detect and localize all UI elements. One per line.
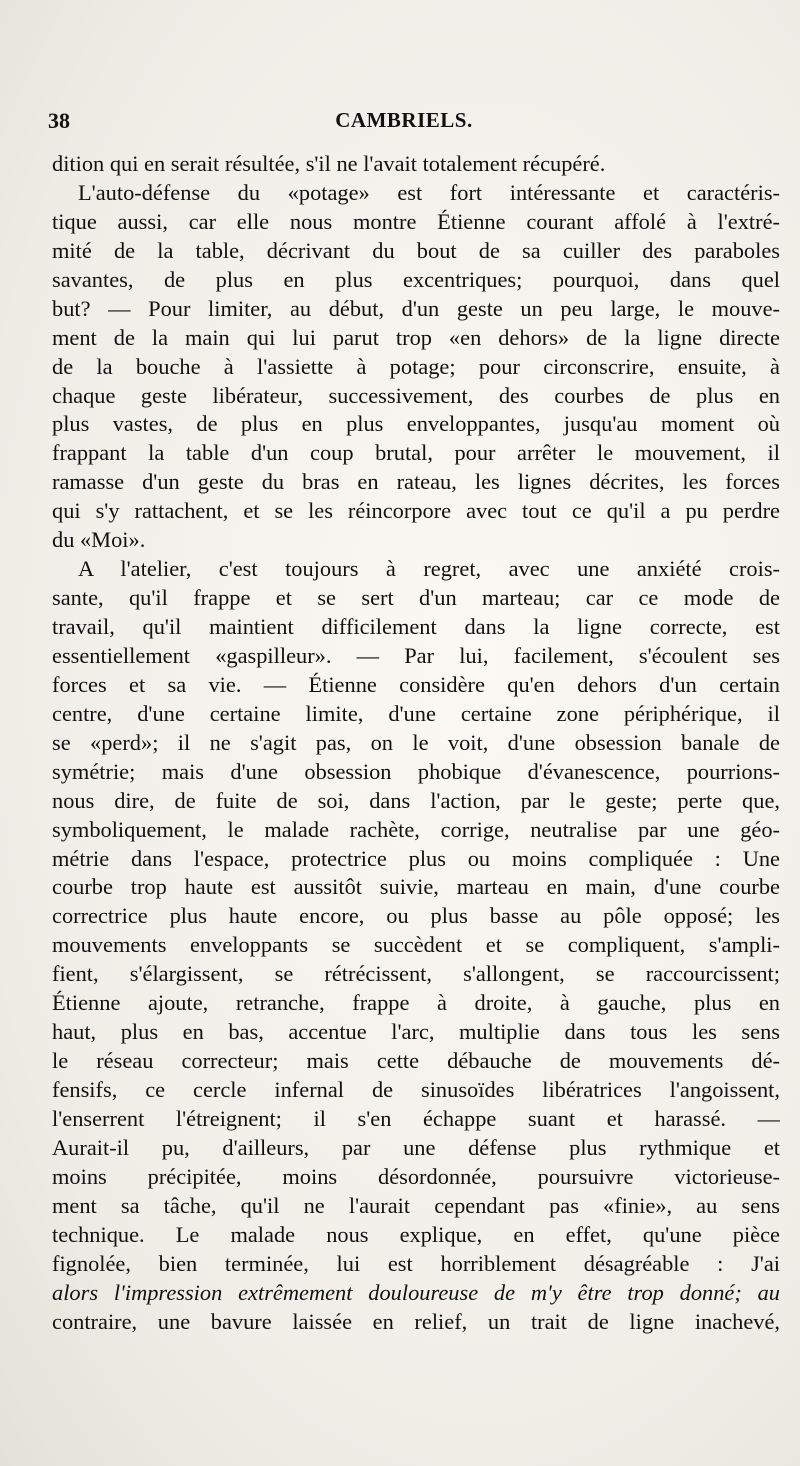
body-text (52, 150, 780, 1336)
text-line: fensifs, ce cercle infernal de sinusoïdes libératrices l'angoissent, (52, 1077, 780, 1102)
text-line: technique. Le malade nous explique, en effet, qu'une pièce (52, 1221, 780, 1247)
text-line: sante, qu'il frappe et se sert d'un marteau; car ce mode de (52, 585, 780, 611)
running-head: CAMBRIELS. (335, 108, 473, 132)
text-line: Étienne ajoute, retranche, frappe à droite, à gauche, plus en (52, 990, 780, 1016)
text-line: alors l'impression extrêmement douloureuse de m'y être trop donné; au (52, 1279, 780, 1305)
text-line: le réseau correcteur; mais cette débauche de mouvements dé- (52, 1048, 780, 1074)
text-line: courbe trop haute est aussitôt suivie, marteau en main, d'une courbe (52, 874, 780, 900)
text-line: métrie dans l'espace, protectrice plus ou moins compliquée : Une (52, 845, 780, 871)
text-line: l'enserrent l'étreignent; il s'en échappe suant et harassé. — (52, 1105, 780, 1131)
text-line: ment sa tâche, qu'il ne l'aurait cependant pas «finie», au sens (52, 1192, 780, 1218)
text-line: mité de la table, décrivant du bout de sa cuiller des paraboles (52, 237, 780, 263)
text-line: plus vastes, de plus en plus enveloppantes, jusqu'au moment où (52, 411, 780, 437)
text-line: haut, plus en bas, accentue l'arc, multiplie dans tous les sens (52, 1019, 780, 1045)
text-line: A l'atelier, c'est toujours à regret, avec une anxiété crois- (78, 556, 780, 582)
text-line: mouvements enveloppants se succèdent et se compliquent, s'ampli- (52, 932, 780, 958)
text-line: tique aussi, car elle nous montre Étienne courant affolé à l'extré- (52, 208, 780, 234)
text-line: savantes, de plus en plus excentriques; pourquoi, dans quel (52, 266, 780, 292)
text-line: correctrice plus haute encore, ou plus basse au pôle opposé; les (52, 903, 780, 929)
page-header (48, 108, 760, 140)
text-line: fient, s'élargissent, se rétrécissent, s'allongent, se raccourcissent; (52, 961, 780, 987)
text-line: chaque geste libérateur, successivement, des courbes de plus en (52, 382, 780, 408)
text-line: but? — Pour limiter, au début, d'un geste un peu large, le mouve- (52, 295, 780, 321)
text-line: ramasse d'un geste du bras en rateau, les lignes décrites, les forces (52, 469, 780, 495)
text-line: nous dire, de fuite de soi, dans l'action, par le geste; perte que, (52, 787, 780, 813)
text-line: contraire, une bavure laissée en relief, un trait de ligne inachevé, (52, 1308, 780, 1334)
text-line: de la bouche à l'assiette à potage; pour circonscrire, ensuite, à (52, 353, 780, 379)
page-number: 38 (48, 108, 70, 133)
text-line: ment de la main qui lui parut trop «en dehors» de la ligne directe (52, 324, 780, 350)
text-line: dition qui en serait résultée, s'il ne l'avait totalement récupéré. (52, 151, 606, 176)
text-line: fignolée, bien terminée, lui est horriblement désagréable : J'ai (52, 1250, 780, 1276)
text-line: symboliquement, le malade rachète, corrige, neutralise par une géo- (52, 816, 780, 842)
text-line: du «Moi». (52, 527, 146, 553)
text-line: travail, qu'il maintient difficilement dans la ligne correcte, est (52, 614, 780, 639)
text-line: centre, d'une certaine limite, d'une certaine zone périphérique, il (52, 700, 780, 726)
text-line: qui s'y rattachent, et se les réincorpore avec tout ce qu'il a pu perdre (52, 498, 780, 524)
text-line: symétrie; mais d'une obsession phobique d'évanescence, pourrions- (52, 758, 780, 784)
text-line: se «perd»; il ne s'agit pas, on le voit, d'une obsession banale de (52, 729, 780, 755)
text-line: L'auto-défense du «potage» est fort intéressante et caractéris- (78, 179, 780, 205)
text-line: essentiellement «gaspilleur». — Par lui, facilement, s'écoulent ses (52, 642, 780, 668)
text-line: frappant la table d'un coup brutal, pour arrêter le mouvement, il (52, 440, 780, 466)
text-line: forces et sa vie. — Étienne considère qu'en dehors d'un certain (52, 671, 780, 697)
text-line: moins précipitée, moins désordonnée, poursuivre victorieuse- (52, 1163, 780, 1189)
text-line: Aurait-il pu, d'ailleurs, par une défense plus rythmique et (52, 1134, 780, 1160)
